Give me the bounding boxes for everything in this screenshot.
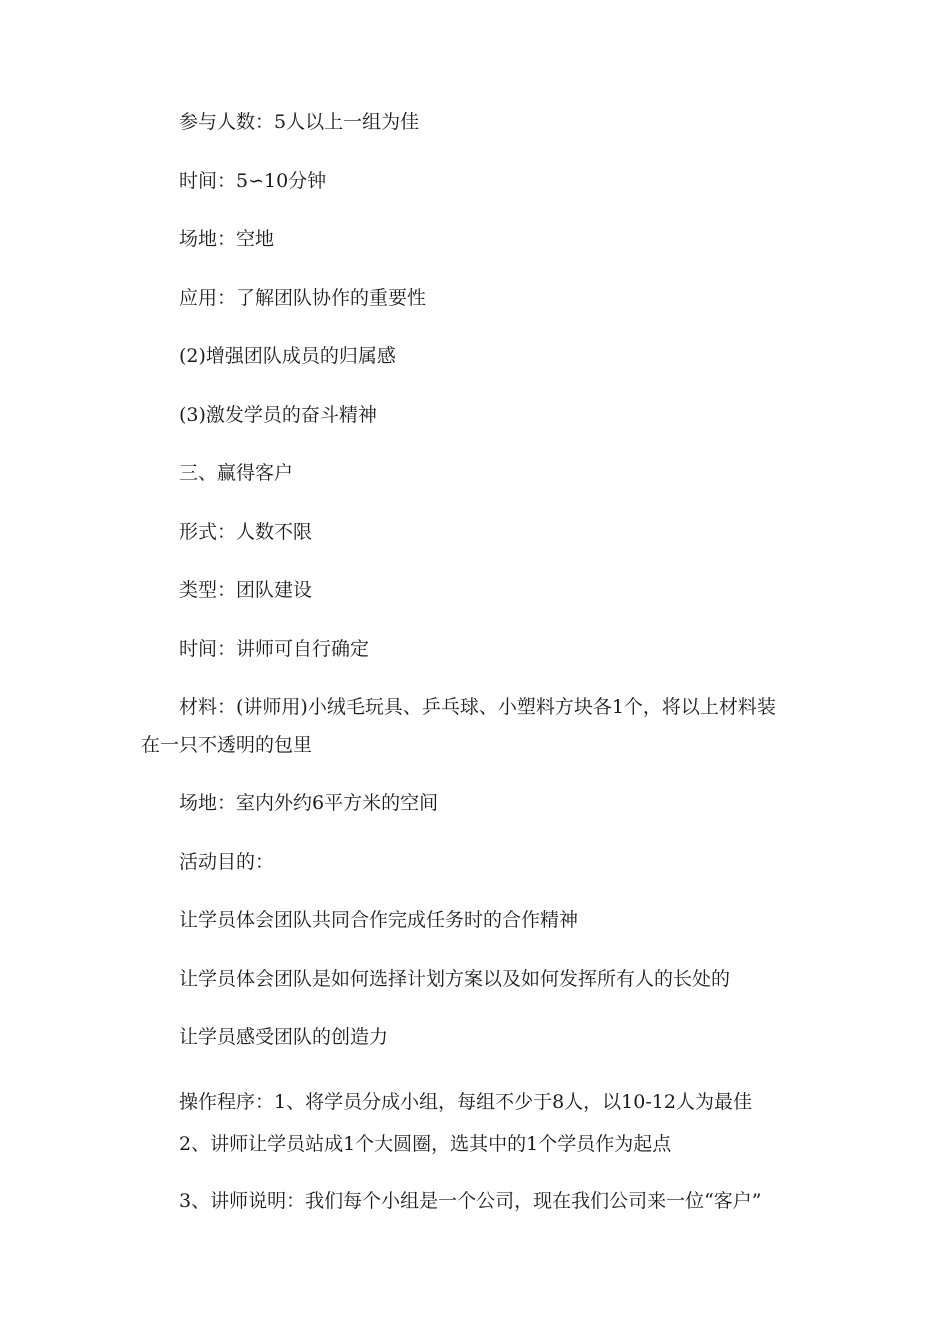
text-line-venue: 场地：空地 [179,228,275,250]
text-line-objectives-heading: 活动目的： [179,851,275,873]
text-line-materials: 材料：(讲师用)小绒毛玩具、乒乓球、小塑料方块各1个，将以上材料装 [179,696,776,718]
text-line-objective-3: 让学员感受团队的创造力 [179,1026,389,1048]
text-line-procedure-1: 操作程序：1、将学员分成小组，每组不少于8人，以10-12人为最佳 [179,1091,752,1113]
text-line-duration: 时间：讲师可自行确定 [179,638,370,660]
text-line-participants: 参与人数：5人以上一组为佳 [179,111,420,133]
text-line-space: 场地：室内外约6平方米的空间 [179,792,439,814]
text-line-application-2: (2)增强团队成员的归属感 [179,345,396,367]
text-line-objective-2: 让学员体会团队是如何选择计划方案以及如何发挥所有人的长处的 [179,968,731,990]
text-line-application: 应用：了解团队协作的重要性 [179,287,427,309]
text-line-materials-cont: 在一只不透明的包里 [141,734,313,756]
section-heading: 三、赢得客户 [179,462,294,484]
text-line-format: 形式：人数不限 [179,521,313,543]
text-line-type: 类型：团队建设 [179,579,313,601]
text-line-application-3: (3)激发学员的奋斗精神 [179,404,377,426]
text-line-procedure-2: 2、讲师让学员站成1个大圆圈，选其中的1个学员作为起点 [179,1133,672,1155]
text-line-time: 时间：5∽10分钟 [179,170,327,192]
text-line-procedure-3: 3、讲师说明：我们每个小组是一个公司，现在我们公司来一位“客户” [179,1190,762,1212]
text-line-objective-1: 让学员体会团队共同合作完成任务时的合作精神 [179,909,579,931]
